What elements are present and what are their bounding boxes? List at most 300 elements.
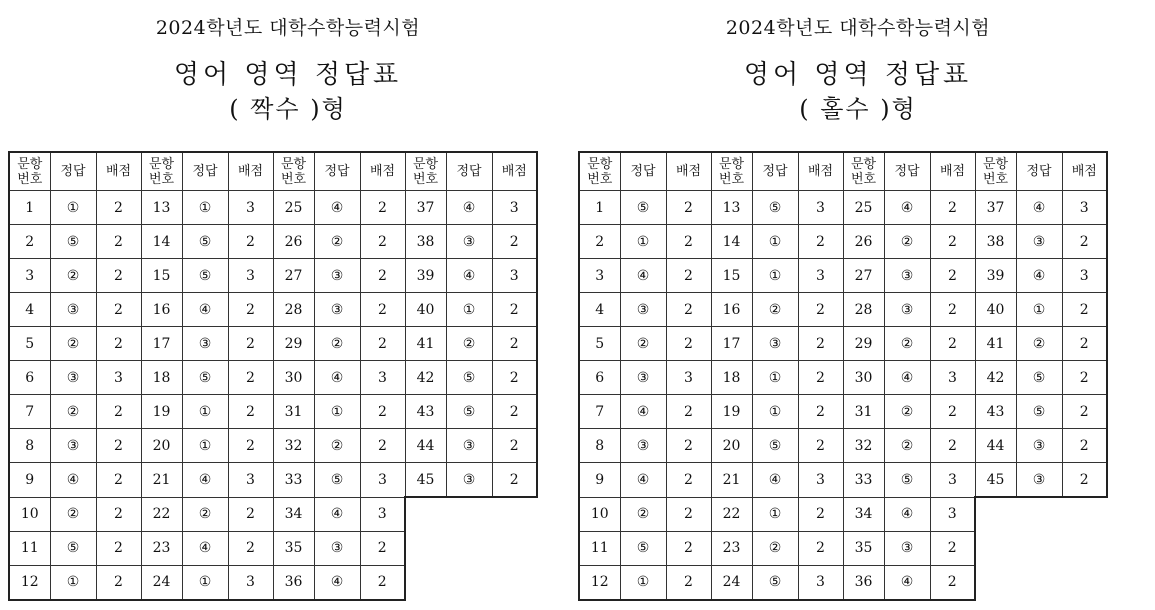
- question-number: 32: [273, 429, 314, 463]
- points: 2: [492, 293, 537, 327]
- table-row: [579, 361, 1107, 395]
- question-number: 33: [843, 463, 884, 498]
- answer: ⑤: [314, 463, 360, 498]
- answer: ③: [752, 327, 798, 361]
- answer: ②: [752, 531, 798, 565]
- question-number: 18: [141, 361, 182, 395]
- points: 2: [360, 395, 405, 429]
- header-points: 배점: [96, 152, 141, 191]
- points: 2: [798, 497, 843, 531]
- question-number: 43: [405, 395, 446, 429]
- answer: ③: [50, 293, 96, 327]
- question-number: 12: [579, 565, 620, 600]
- question-number: 22: [711, 497, 752, 531]
- points: 2: [96, 259, 141, 293]
- answer: ①: [182, 565, 228, 600]
- points: 2: [666, 565, 711, 600]
- header-answer: 정답: [50, 152, 96, 191]
- question-number: 31: [843, 395, 884, 429]
- table-row: [9, 395, 537, 429]
- points: 2: [930, 531, 975, 565]
- points: 3: [1062, 191, 1107, 225]
- question-number: 7: [579, 395, 620, 429]
- points: 2: [798, 429, 843, 463]
- header-points: 배점: [360, 152, 405, 191]
- points: 2: [666, 429, 711, 463]
- answer: ③: [1016, 463, 1062, 498]
- question-number: 30: [273, 361, 314, 395]
- header-question-number: 문항 번호: [579, 152, 620, 191]
- question-number: 17: [141, 327, 182, 361]
- points: 3: [492, 191, 537, 225]
- question-number: 45: [405, 463, 446, 498]
- answer: ③: [620, 361, 666, 395]
- answer: ③: [182, 327, 228, 361]
- points: 2: [666, 463, 711, 498]
- points: 2: [666, 395, 711, 429]
- points: 2: [666, 259, 711, 293]
- table-row: [579, 463, 1107, 498]
- answer: ②: [884, 327, 930, 361]
- points: 2: [1062, 293, 1107, 327]
- answer: ④: [446, 259, 492, 293]
- points: 2: [1062, 429, 1107, 463]
- answer: ④: [620, 463, 666, 498]
- header-answer: 정답: [1016, 152, 1062, 191]
- question-number: 42: [975, 361, 1016, 395]
- points: 2: [360, 259, 405, 293]
- points: 2: [360, 327, 405, 361]
- question-number: 4: [579, 293, 620, 327]
- header-question-number: 문항 번호: [843, 152, 884, 191]
- question-number: 9: [579, 463, 620, 498]
- exam-title: 2024학년도 대학수학능력시험: [155, 17, 421, 39]
- answer: ④: [446, 191, 492, 225]
- question-number: 11: [579, 531, 620, 565]
- answer: ⑤: [752, 429, 798, 463]
- table-row: [579, 191, 1107, 225]
- points: 2: [228, 395, 273, 429]
- points: 2: [666, 327, 711, 361]
- answer: ⑤: [752, 565, 798, 600]
- question-number: 5: [9, 327, 50, 361]
- points: 2: [930, 565, 975, 600]
- header-answer: 정답: [884, 152, 930, 191]
- points: 2: [930, 191, 975, 225]
- answer: ④: [50, 463, 96, 498]
- answer-table: [578, 151, 1108, 601]
- points: 2: [930, 225, 975, 259]
- points: 3: [228, 191, 273, 225]
- answer: ④: [884, 361, 930, 395]
- points: 3: [360, 361, 405, 395]
- answer: ②: [446, 327, 492, 361]
- question-number: 43: [975, 395, 1016, 429]
- empty-area: [975, 565, 1107, 600]
- answer: ⑤: [620, 531, 666, 565]
- answer: ④: [620, 259, 666, 293]
- question-number: 44: [975, 429, 1016, 463]
- points: 3: [228, 565, 273, 600]
- answer: ②: [50, 327, 96, 361]
- answer: ②: [752, 293, 798, 327]
- header-answer: 정답: [752, 152, 798, 191]
- question-number: 42: [405, 361, 446, 395]
- answer: ⑤: [182, 361, 228, 395]
- answer: ④: [314, 565, 360, 600]
- table-row: [579, 327, 1107, 361]
- question-number: 16: [141, 293, 182, 327]
- subject-title: 영어 영역 정답표: [743, 60, 973, 90]
- points: 2: [228, 497, 273, 531]
- header-question-number: 문항 번호: [975, 152, 1016, 191]
- answer: ②: [1016, 327, 1062, 361]
- question-number: 27: [843, 259, 884, 293]
- question-number: 36: [843, 565, 884, 600]
- header-answer: 정답: [620, 152, 666, 191]
- answer: ④: [1016, 259, 1062, 293]
- answer: ③: [620, 429, 666, 463]
- question-number: 39: [405, 259, 446, 293]
- answer: ⑤: [620, 191, 666, 225]
- points: 2: [492, 429, 537, 463]
- question-number: 23: [141, 531, 182, 565]
- question-number: 37: [405, 191, 446, 225]
- question-number: 29: [273, 327, 314, 361]
- points: 2: [798, 225, 843, 259]
- answer: ②: [50, 395, 96, 429]
- table-row: [579, 531, 1107, 565]
- points: 2: [492, 463, 537, 498]
- question-number: 1: [9, 191, 50, 225]
- answer: ①: [182, 395, 228, 429]
- question-number: 15: [141, 259, 182, 293]
- exam-title: 2024학년도 대학수학능력시험: [725, 17, 991, 39]
- answer: ②: [884, 225, 930, 259]
- answer: ①: [752, 497, 798, 531]
- points: 2: [1062, 327, 1107, 361]
- empty-area: [975, 497, 1107, 531]
- points: 2: [930, 259, 975, 293]
- points: 2: [930, 395, 975, 429]
- question-number: 25: [273, 191, 314, 225]
- table-row: [579, 293, 1107, 327]
- points: 3: [360, 497, 405, 531]
- question-number: 36: [273, 565, 314, 600]
- answer: ③: [884, 259, 930, 293]
- header-question-number: 문항 번호: [405, 152, 446, 191]
- points: 2: [492, 361, 537, 395]
- points: 2: [96, 293, 141, 327]
- header-question-number: 문항 번호: [273, 152, 314, 191]
- table-row: [9, 565, 537, 600]
- points: 3: [798, 259, 843, 293]
- question-number: 9: [9, 463, 50, 498]
- header-question-number: 문항 번호: [711, 152, 752, 191]
- answer: ③: [1016, 225, 1062, 259]
- answer: ⑤: [50, 225, 96, 259]
- points: 2: [798, 531, 843, 565]
- question-number: 22: [141, 497, 182, 531]
- question-number: 8: [579, 429, 620, 463]
- answer: ⑤: [446, 395, 492, 429]
- question-number: 45: [975, 463, 1016, 498]
- answer: ①: [1016, 293, 1062, 327]
- points: 2: [96, 463, 141, 498]
- points: 2: [96, 497, 141, 531]
- points: 2: [360, 429, 405, 463]
- answer-sheet-odd: [578, 0, 1138, 610]
- answer-sheet-even: [8, 0, 568, 610]
- table-row: [579, 395, 1107, 429]
- points: 2: [930, 429, 975, 463]
- question-number: 8: [9, 429, 50, 463]
- header-answer: 정답: [182, 152, 228, 191]
- answer: ④: [314, 361, 360, 395]
- points: 2: [360, 225, 405, 259]
- answer: ④: [620, 395, 666, 429]
- question-number: 15: [711, 259, 752, 293]
- question-number: 28: [273, 293, 314, 327]
- points: 2: [666, 225, 711, 259]
- answer: ④: [182, 531, 228, 565]
- points: 2: [96, 327, 141, 361]
- points: 2: [228, 361, 273, 395]
- question-number: 18: [711, 361, 752, 395]
- question-number: 39: [975, 259, 1016, 293]
- points: 2: [360, 565, 405, 600]
- points: 2: [492, 225, 537, 259]
- answer: ①: [50, 565, 96, 600]
- question-number: 16: [711, 293, 752, 327]
- question-number: 35: [843, 531, 884, 565]
- question-number: 26: [843, 225, 884, 259]
- points: 2: [1062, 361, 1107, 395]
- points: 2: [96, 531, 141, 565]
- points: 3: [666, 361, 711, 395]
- answer: ②: [884, 395, 930, 429]
- answer: ③: [1016, 429, 1062, 463]
- question-number: 25: [843, 191, 884, 225]
- table-row: [9, 293, 537, 327]
- points: 2: [930, 327, 975, 361]
- points: 2: [930, 293, 975, 327]
- question-number: 33: [273, 463, 314, 498]
- question-number: 4: [9, 293, 50, 327]
- points: 3: [360, 463, 405, 498]
- points: 3: [798, 463, 843, 498]
- answer: ④: [1016, 191, 1062, 225]
- table-row: [579, 429, 1107, 463]
- question-number: 13: [141, 191, 182, 225]
- points: 2: [228, 327, 273, 361]
- table-row: [9, 531, 537, 565]
- question-number: 14: [141, 225, 182, 259]
- answer: ③: [50, 361, 96, 395]
- header-question-number: 문항 번호: [9, 152, 50, 191]
- points: 2: [666, 497, 711, 531]
- question-number: 20: [141, 429, 182, 463]
- question-number: 40: [975, 293, 1016, 327]
- answer: ②: [314, 327, 360, 361]
- table-row: [9, 259, 537, 293]
- answer: ④: [182, 463, 228, 498]
- answer: ②: [182, 497, 228, 531]
- header-points: 배점: [798, 152, 843, 191]
- answer: ③: [620, 293, 666, 327]
- answer: ④: [752, 463, 798, 498]
- table-row: [9, 361, 537, 395]
- answer: ①: [446, 293, 492, 327]
- answer: ③: [884, 293, 930, 327]
- points: 2: [360, 293, 405, 327]
- answer: ③: [446, 463, 492, 498]
- question-number: 38: [405, 225, 446, 259]
- question-number: 23: [711, 531, 752, 565]
- points: 3: [930, 463, 975, 498]
- answer: ④: [884, 191, 930, 225]
- header-points: 배점: [1062, 152, 1107, 191]
- empty-area: [975, 531, 1107, 565]
- question-number: 35: [273, 531, 314, 565]
- question-number: 19: [711, 395, 752, 429]
- question-number: 6: [579, 361, 620, 395]
- question-number: 24: [141, 565, 182, 600]
- subject-title: 영어 영역 정답표: [173, 60, 403, 90]
- points: 3: [228, 463, 273, 498]
- points: 2: [228, 531, 273, 565]
- answer: ①: [620, 225, 666, 259]
- answer: ②: [884, 429, 930, 463]
- answer: ②: [50, 497, 96, 531]
- points: 2: [798, 293, 843, 327]
- question-number: 31: [273, 395, 314, 429]
- answer: ⑤: [1016, 395, 1062, 429]
- answer: ④: [182, 293, 228, 327]
- answer: ①: [182, 191, 228, 225]
- answer: ③: [314, 259, 360, 293]
- points: 2: [666, 531, 711, 565]
- answer: ①: [752, 259, 798, 293]
- question-number: 27: [273, 259, 314, 293]
- points: 2: [96, 395, 141, 429]
- points: 2: [228, 429, 273, 463]
- table-row: [579, 259, 1107, 293]
- table-row: [9, 497, 537, 531]
- table-row: [579, 565, 1107, 600]
- answer: ②: [620, 327, 666, 361]
- question-number: 26: [273, 225, 314, 259]
- points: 2: [1062, 395, 1107, 429]
- header-points: 배점: [930, 152, 975, 191]
- points: 3: [96, 361, 141, 395]
- answer: ⑤: [182, 225, 228, 259]
- answer: ④: [884, 565, 930, 600]
- points: 3: [1062, 259, 1107, 293]
- header-question-number: 문항 번호: [141, 152, 182, 191]
- header-answer: 정답: [446, 152, 492, 191]
- question-number: 2: [579, 225, 620, 259]
- answer: ①: [752, 361, 798, 395]
- empty-area: [405, 531, 537, 565]
- points: 2: [798, 327, 843, 361]
- table-row: [579, 497, 1107, 531]
- points: 2: [96, 191, 141, 225]
- answer: ⑤: [50, 531, 96, 565]
- form-type: ( 짝수 )형: [229, 95, 347, 123]
- question-number: 3: [9, 259, 50, 293]
- header-points: 배점: [228, 152, 273, 191]
- question-number: 13: [711, 191, 752, 225]
- answer: ④: [884, 497, 930, 531]
- answer: ③: [446, 429, 492, 463]
- question-number: 21: [141, 463, 182, 498]
- answer-table: [8, 151, 538, 601]
- points: 2: [798, 361, 843, 395]
- answer: ①: [752, 225, 798, 259]
- table-row: [9, 327, 537, 361]
- question-number: 7: [9, 395, 50, 429]
- answer: ⑤: [1016, 361, 1062, 395]
- question-number: 44: [405, 429, 446, 463]
- points: 2: [96, 565, 141, 600]
- question-number: 34: [843, 497, 884, 531]
- header-answer: 정답: [314, 152, 360, 191]
- answer: ①: [314, 395, 360, 429]
- question-number: 1: [579, 191, 620, 225]
- header-row: [579, 152, 1107, 191]
- points: 2: [360, 191, 405, 225]
- points: 2: [666, 293, 711, 327]
- answer: ②: [314, 429, 360, 463]
- question-number: 3: [579, 259, 620, 293]
- answer: ③: [50, 429, 96, 463]
- points: 3: [228, 259, 273, 293]
- answer: ③: [314, 531, 360, 565]
- table-row: [9, 463, 537, 498]
- points: 3: [492, 259, 537, 293]
- points: 2: [228, 225, 273, 259]
- points: 2: [1062, 225, 1107, 259]
- table-row: [9, 429, 537, 463]
- question-number: 41: [975, 327, 1016, 361]
- answer: ①: [752, 395, 798, 429]
- question-number: 24: [711, 565, 752, 600]
- empty-area: [405, 565, 537, 600]
- answer: ⑤: [446, 361, 492, 395]
- answer: ②: [50, 259, 96, 293]
- points: 2: [798, 395, 843, 429]
- points: 2: [96, 225, 141, 259]
- points: 3: [798, 565, 843, 600]
- answer: ①: [50, 191, 96, 225]
- question-number: 14: [711, 225, 752, 259]
- question-number: 19: [141, 395, 182, 429]
- question-number: 30: [843, 361, 884, 395]
- question-number: 6: [9, 361, 50, 395]
- question-number: 32: [843, 429, 884, 463]
- points: 2: [96, 429, 141, 463]
- answer: ③: [446, 225, 492, 259]
- question-number: 41: [405, 327, 446, 361]
- question-number: 34: [273, 497, 314, 531]
- empty-area: [405, 497, 537, 531]
- question-number: 17: [711, 327, 752, 361]
- question-number: 29: [843, 327, 884, 361]
- answer: ②: [314, 225, 360, 259]
- answer: ③: [314, 293, 360, 327]
- question-number: 10: [579, 497, 620, 531]
